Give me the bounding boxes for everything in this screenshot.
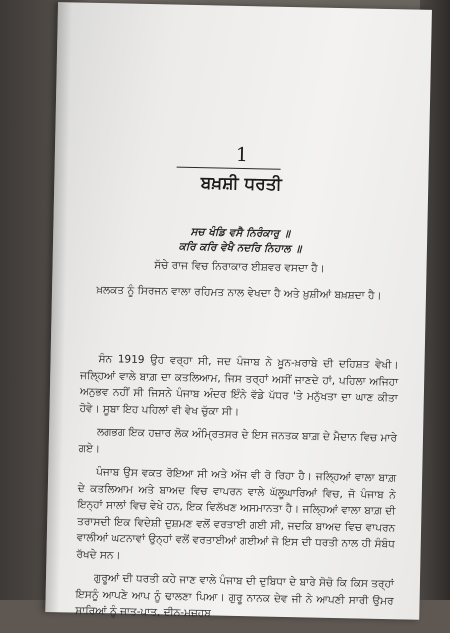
paragraph: ਪੰਜਾਬ ਉਸ ਵਕਤ ਰੋਇਆ ਸੀ ਅਤੇ ਅੱਜ ਵੀ ਰੋ ਰਿਹਾ ਹੈ। ਜਲ੍ਹਿਆਂ ਵਾਲਾ ਬਾਗ਼ ਦੇ ਕਤਲਿਆਮ ਅਤੇ ਬਾਅਦ ਵਿਚ ਵਾਪਰਨ ਵਾਲੇ ਘੱਲੂਘਾਰਿਆਂ ਵਿਚ, ਜੋ ਪੰਜਾਬ ਨੇ ਇਨ੍ਹਾਂ ਸਾਲਾਂ ਵਿਚ ਵੇਖੇ ਹਨ, ਇਕ ਵਿਲੱਖਣ ਅਸਮਾਨਤਾ ਹੈ। ਜਲ੍ਹਿਆਂ ਵਾਲਾ ਬਾਗ਼ ਦੀ ਤਰਾਸਦੀ ਇਕ ਵਿਦੇਸ਼ੀ ਦੁਸ਼ਮਣ ਵਲੋਂ ਵਰਤਾਈ ਗਈ ਸੀ, ਜਦਕਿ ਬਾਅਦ ਵਿਚ ਵਾਪਰਨ ਵਾਲੀਆਂ ਘਟਨਾਵਾਂ ਉਨ੍ਹਾਂ ਵਲੋਂ ਵਰਤਾਈਆਂ ਗਈਆਂ ਜੋ ਇਸ ਦੀ ਧਰਤੀ ਨਾਲ ਹੀ ਸੰਬੰਧ ਰੱਖਦੇ ਸਨ।: [76, 465, 397, 562]
paragraph: ਗੁਰੂਆਂ ਦੀ ਧਰਤੀ ਕਹੇ ਜਾਣ ਵਾਲੇ ਪੰਜਾਬ ਦੀ ਦੁਬਿਧਾ ਦੇ ਬਾਰੇ ਸੋਚੋ ਕਿ ਕਿਸ ਤਰ੍ਹਾਂ ਇਸਨੂੰ ਆਪਣੇ ਆਪ ਨੂੰ ਢਾਲਣਾ ਪਿਆ। ਗੁਰੂ ਨਾਨਕ ਦੇਵ ਜੀ ਨੇ ਆਪਣੀ ਸਾਰੀ ਉਮਰ ਸਾਰਿਆਂ ਨੂੰ ਜਾਤ-ਪਾਤ, ਦੀਨ-ਮਜ਼ਹਬ: [75, 571, 395, 620]
verse-translation: ਖ਼ਲਕਤ ਨੂੰ ਸਿਰਜਨ ਵਾਲਾ ਰਹਿਮਤ ਨਾਲ ਵੇਖਦਾ ਹੈ ਅਤੇ ਖ਼ੁਸ਼ੀਆਂ ਬਖ਼ਸ਼ਦਾ ਹੈ।: [96, 283, 382, 302]
chapter-body: [75, 351, 399, 633]
chapter-title: ਬਖ਼ਸ਼ੀ ਧਰਤੀ: [200, 173, 282, 195]
chapter-number: 1: [235, 143, 249, 167]
opening-verse: [53, 222, 428, 260]
chapter-divider: [177, 167, 281, 170]
verse-line: ਕਰਿ ਕਰਿ ਵੇਖੈ ਨਦਰਿ ਨਿਹਾਲ ॥: [178, 240, 302, 256]
book-page: [45, 2, 432, 620]
paragraph: ਲਗਭਗ ਇਕ ਹਜ਼ਾਰ ਲੋਕ ਅੰਮ੍ਰਿਤਸਰ ਦੇ ਇਸ ਜਨਤਕ ਬਾਗ਼ ਦੇ ਮੈਦਾਨ ਵਿਚ ਮਾਰੇ ਗਏ।: [78, 425, 398, 455]
paragraph: ਸੰਨ 1919 ਉਹ ਵਰ੍ਹਾ ਸੀ, ਜਦ ਪੰਜਾਬ ਨੇ ਖ਼ੂਨ-ਖ਼ਰਾਬੇ ਦੀ ਦਹਿਸ਼ਤ ਵੇਖੀ। ਜਲ੍ਹਿਆਂ ਵਾਲੇ ਬਾਗ਼ ਦਾ ਕਤਲਿਆਮ, ਜਿਸ ਤਰ੍ਹਾਂ ਅਸੀਂ ਜਾਣਦੇ ਹਾਂ, ਪਹਿਲਾ ਅਜਿਹਾ ਅਨੁਭਵ ਨਹੀਂ ਸੀ ਜਿਸਨੇ ਪੰਜਾਬ ਅੰਦਰ ਇੰਨੇ ਵੱਡੇ ਪੱਧਰ 'ਤੇ ਮਨੁੱਖਤਾ ਦਾ ਘਾਣ ਕੀਤਾ ਹੋਵੇ। ਸੂਬਾ ਇਹ ਪਹਿਲਾਂ ਵੀ ਵੇਖ ਚੁੱਕਾ ਸੀ।: [79, 353, 399, 418]
verse-translation: ਸੱਚੇ ਰਾਜ ਵਿਚ ਨਿਰਾਕਾਰ ਈਸ਼ਵਰ ਵਸਦਾ ਹੈ।: [154, 259, 325, 275]
verse-line: ਸਚ ਖੰਡਿ ਵਸੈ ਨਿਰੰਕਾਰੁ ॥: [190, 225, 291, 240]
